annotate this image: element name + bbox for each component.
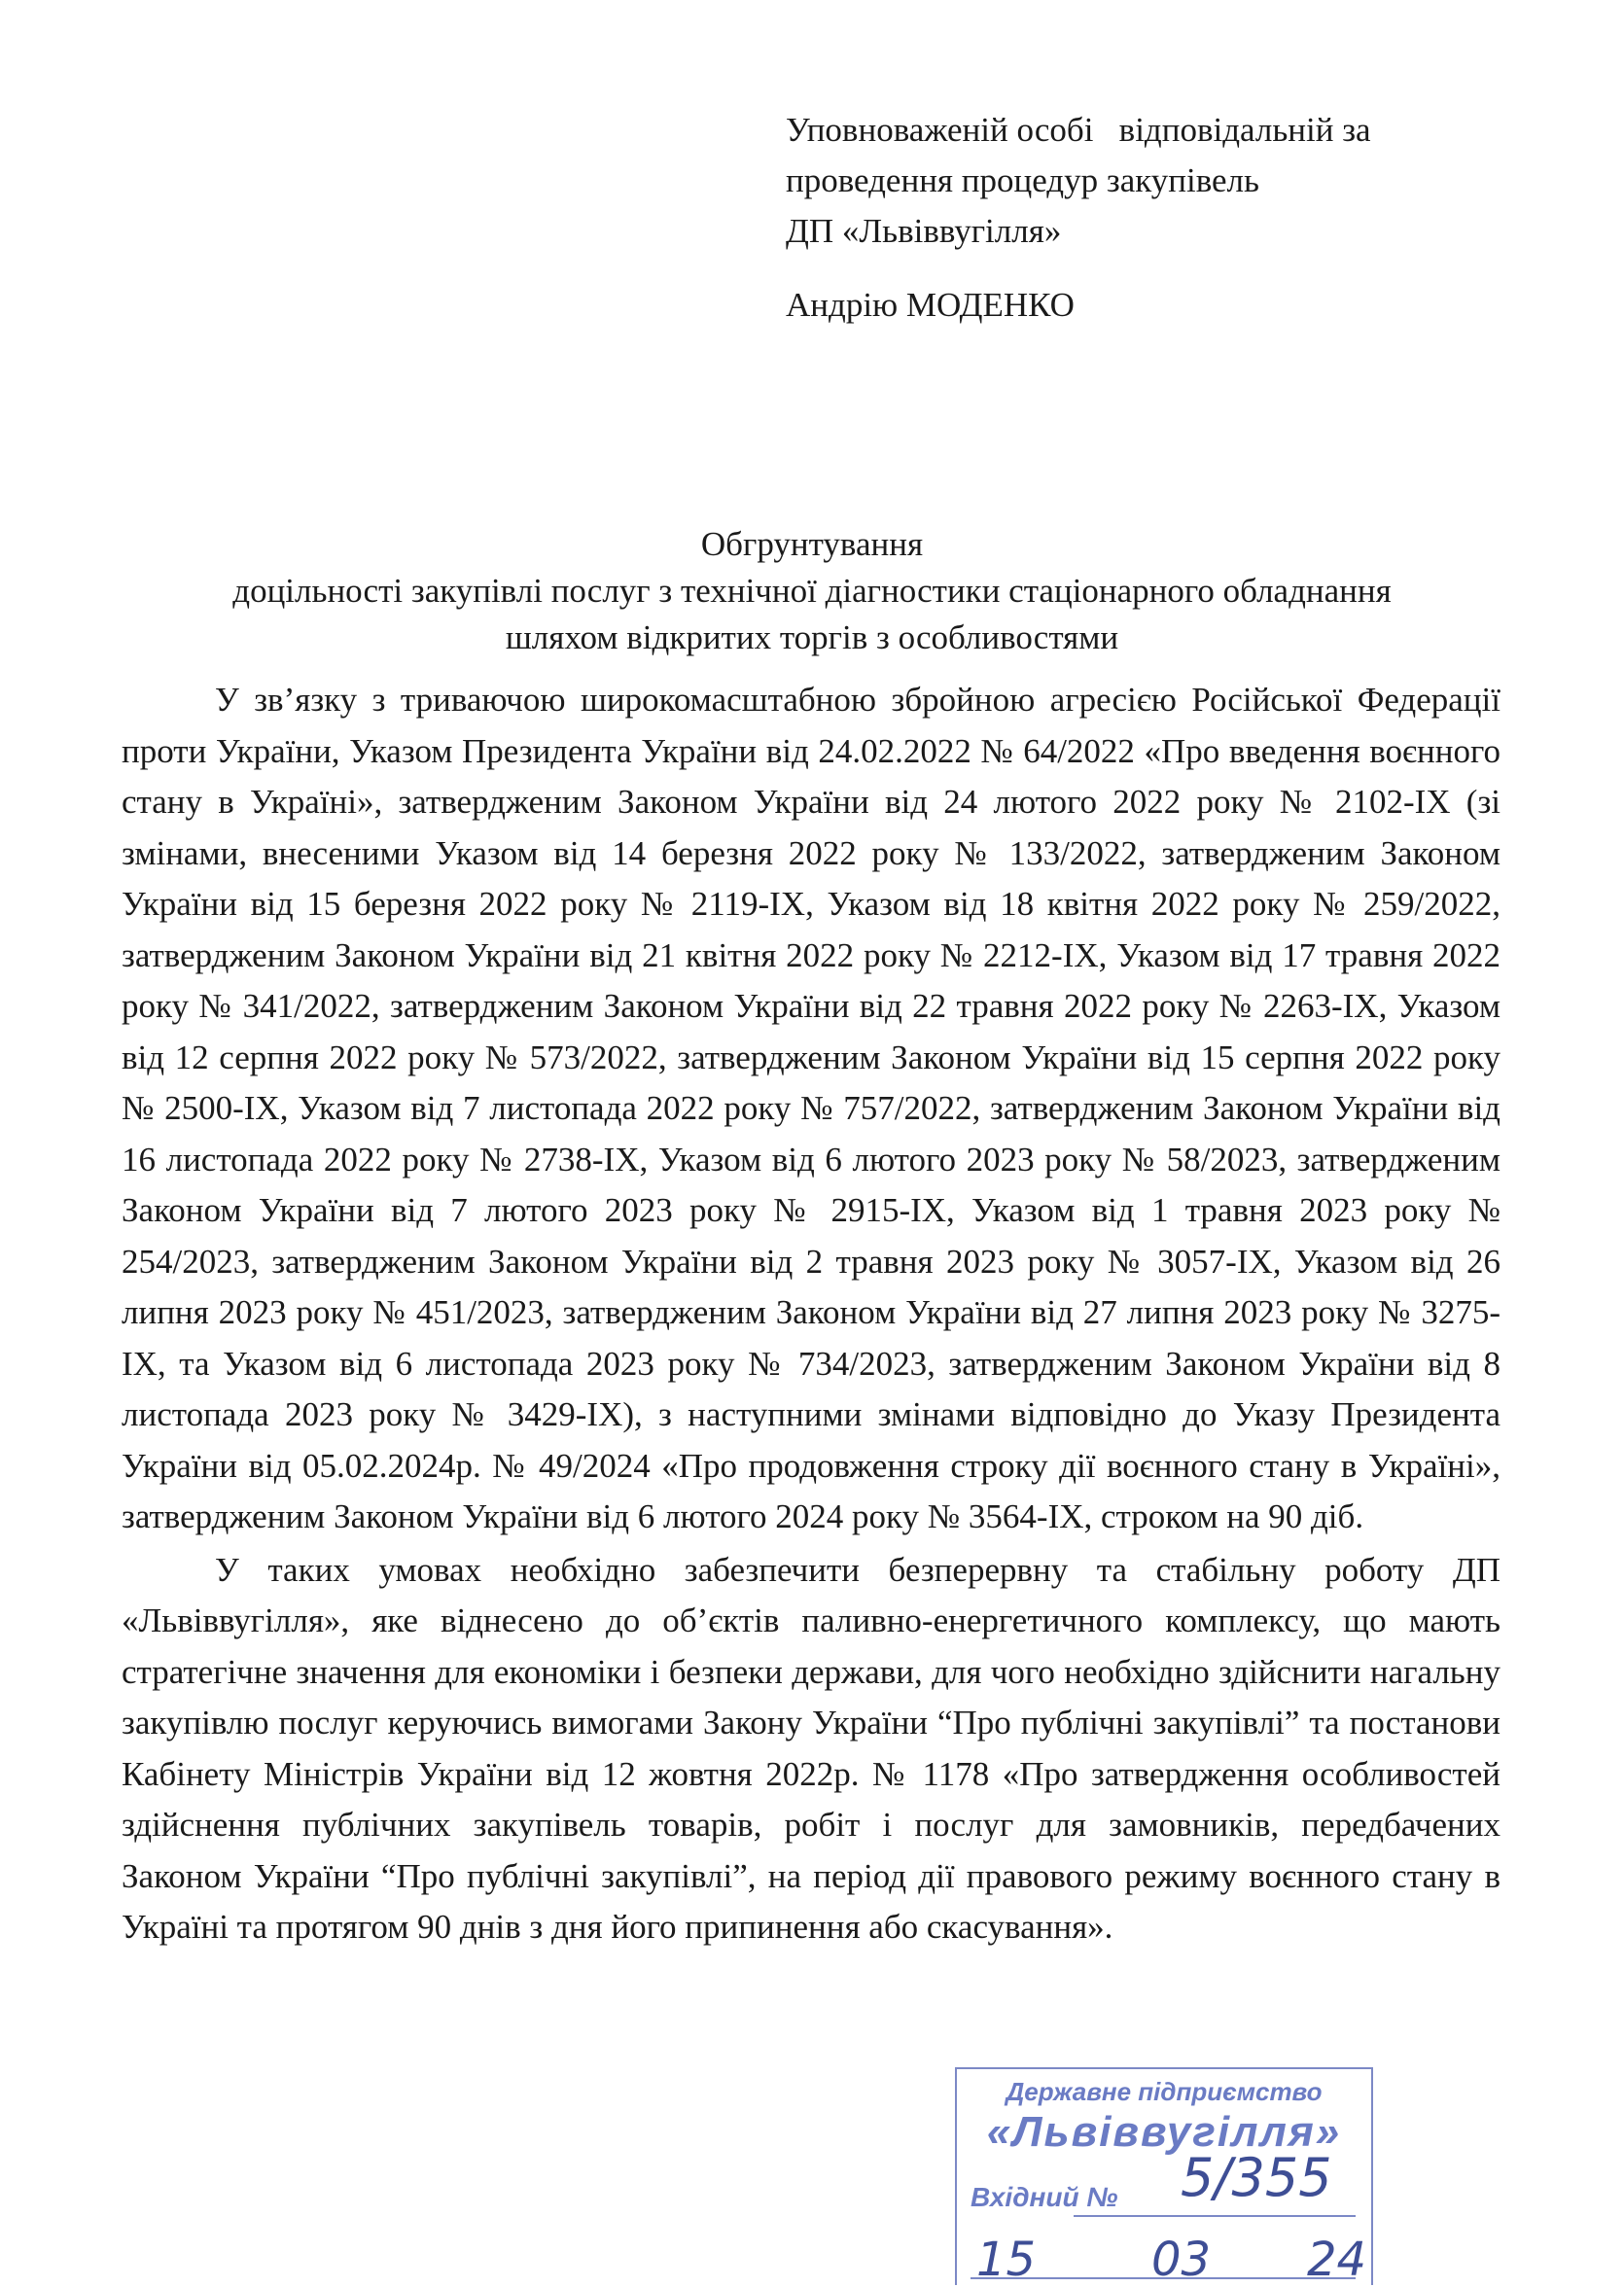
stamp-incoming-label: Вхідний № [971, 2182, 1118, 2212]
body-paragraph-1: У зв’язку з триваючою широкомасштабною збройною агресією Російської Федерації проти України, Указом Президента України від 24.02.2022 № 64/2022 «Про введення воєнного стану в Україні», затвердженим Законом України від 24 лютого 2022 року № 2102-IX (зі змінами, внесеними Указом від 14 березня 2022 року № 133/2022, затвердженим Законом України від 15 березня 2022 року № 2119-IX, Указом від 18 квітня 2022 року № 259/2022, затвердженим Законом України від 21 квітня 2022 року № 2212-IX, Указом від 17 травня 2022 року № 341/2022, затвердженим Законом України від 22 травня 2022 року № 2263-IX, Указом від 12 серпня 2022 року № 573/2022, затвердженим Законом України від 15 серпня 2022 року № 2500-IX, Указом від 7 листопада 2022 року № 757/2022, затвердженим Законом України від 16 листопада 2022 року № 2738-IX, Указом від 6 лютого 2023 року № 58/2023, затвердженим Законом України від 7 лютого 2023 року № 2915-IX, Указом від 1 травня 2023 року № 254/2023, затвердженим Законом України від 2 травня 2023 року № 3057-IX, Указом від 26 липня 2023 року № 451/2023, затвердженим Законом України від 27 липня 2023 року № 3275-IX, та Указом від 6 листопада 2023 року № 734/2023, затвердженим Законом України від 8 листопада 2023 року № 3429-IX), з наступними змінами відповідно до Указу Президента України від 05.02.2024р. № 49/2024 «Про продовження строку дії воєнного стану в Україні», затвердженим Законом України від 6 лютого 2024 року № 3564-IX, строком на 90 діб. [122, 681, 1500, 1535]
addressee-line-1: Уповноваженій особі відповідальній за [786, 111, 1371, 149]
stamp-org-type: Державне підприємство [1006, 2077, 1323, 2106]
title-line-2: доцільності закупівлі послуг з технічної діагностики стаціонарного обладнання [232, 572, 1392, 610]
stamp-incoming-number: 5/355 [1181, 2147, 1332, 2208]
document-body [122, 675, 1500, 1953]
stamp-date-month: 03 [1151, 2233, 1212, 2287]
title-line-3: шляхом відкритих торгів з особливостями [505, 618, 1119, 656]
body-paragraph-2: У таких умовах необхідно забезпечити безперервну та стабільну роботу ДП «Львіввугілля», яке віднесено до об’єктів паливно-енергетичного комплексу, що мають стратегічне значення для економіки і безпеки держави, для чого необхідно здійснити нагальну закупівлю послуг керуючись вимогами Закону України “Про публічні закупівлі” та постанови Кабінету Міністрів України від 12 жовтня 2022р. № 1178 «Про затвердження особливостей здійснення публічних закупівель товарів, робіт і послуг для замовників, передбачених Законом України “Про публічні закупівлі”, на період дії правового режиму воєнного стану в Україні та протягом 90 днів з дня його припинення або скасування». [122, 1550, 1500, 1946]
document-title [117, 521, 1507, 661]
addressee-line-3: ДП «Львіввугілля» [786, 212, 1062, 250]
stamp-number-line [1074, 2215, 1356, 2217]
registration-stamp [955, 2067, 1373, 2285]
stamp-date-day: 15 [976, 2233, 1037, 2287]
stamp-org-name: «Львіввугілля» [986, 2108, 1342, 2156]
addressee-line-2: проведення процедур закупівель [786, 161, 1259, 199]
title-line-1: Обгрунтування [700, 525, 924, 563]
addressee-block [786, 105, 1564, 331]
stamp-date-year: 24 [1307, 2233, 1367, 2287]
addressee-name: Андрію МОДЕНКО [786, 286, 1075, 324]
